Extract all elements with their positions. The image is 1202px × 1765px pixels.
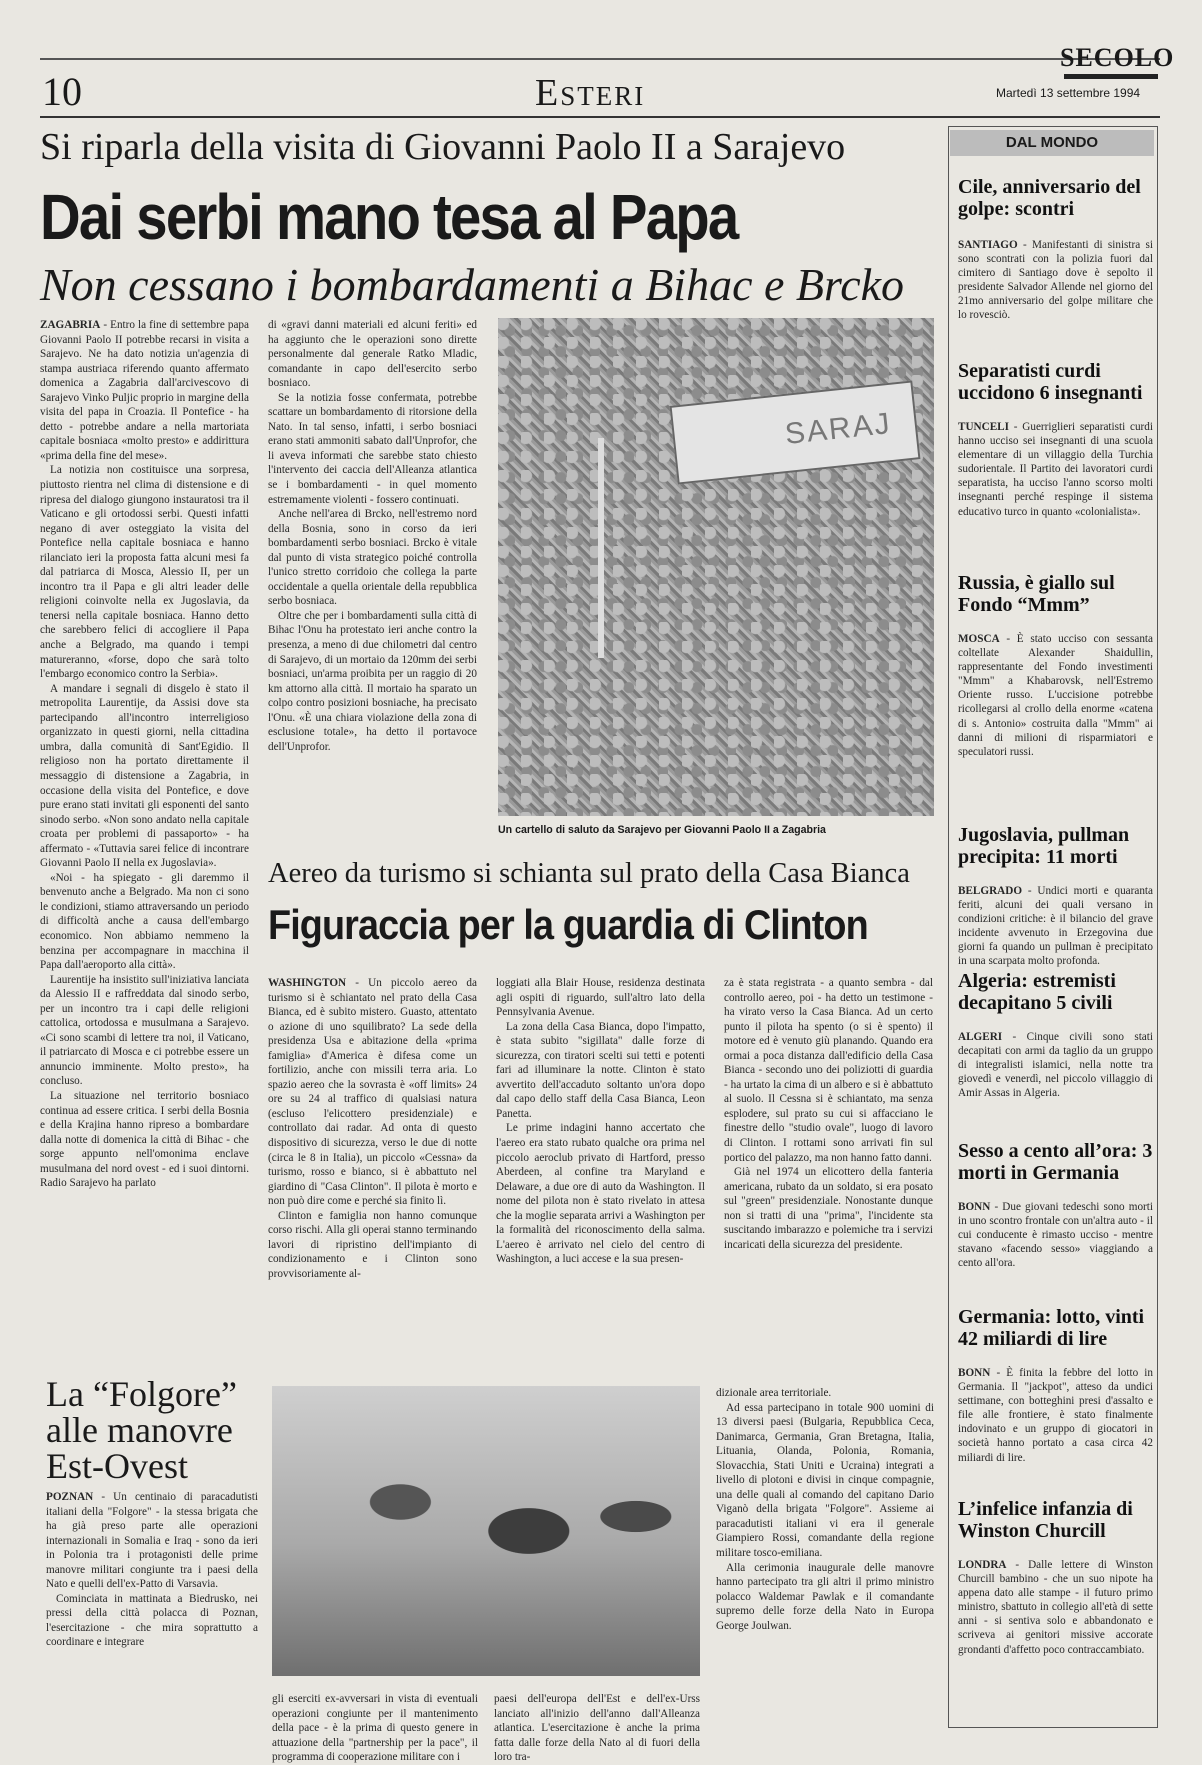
sidebar-title: DAL MONDO (950, 130, 1154, 156)
main-headline: Dai serbi mano tesa al Papa (40, 181, 738, 253)
sidebar-item-7-headline: L’infelice infanzia di Winston Churcill (958, 1498, 1133, 1542)
header-rule (40, 116, 1160, 118)
sidebar-item-0-body: SANTIAGO - Manifestanti di sinistra si sono scontrati con la polizia fuori dal cimitero di Santiago dove è sepolto il presidente Salvador Allende nel giorno del 21mo anniversario del golpe militare che lo rovesciò. (958, 239, 1153, 322)
second-headline: Figuraccia per la guardia di Clinton (268, 901, 868, 948)
sidebar-item-2-body: MOSCA - È stato ucciso con sessanta coltellate Alexander Shaidullin, rappresentante del Fondo investimenti "Mmm" a Khabarovsk, nell'Estremo Oriente russo. L'uccisione potrebbe ricollegarsi al crollo della enorme «catena di s. Antonio» costruita dalla "Mmm" ai danni di milioni di risparmiatori e speculatori russi. (958, 633, 1153, 758)
sidebar-item-0-headline: Cile, anniversario del golpe: scontri (958, 176, 1141, 220)
sidebar-item-3-headline: Jugoslavia, pullman precipita: 11 morti (958, 824, 1130, 868)
masthead-rule (1064, 74, 1158, 79)
sidebar-item-6-body: BONN - È finita la febbre del lotto in Germania. Il "jackpot", atteso da undici settimane, con botteghini presi d'assalto e file alle frontiere, è stato finalmente indovinato e un gruppo di giocatori in società hanno portato a casa circa 42 miliardi di lire. (958, 1367, 1153, 1464)
photo-sign-text: SARAJ (783, 406, 894, 451)
sidebar-item-4-body: ALGERI - Cinque civili sono stati decapitati con armi da taglio da un gruppo di integralisti islamici, nella notte tra giovedì e venerdì, nel piccolo villaggio di Amir Assas in Algeria. (958, 1031, 1153, 1100)
crowd-photo (498, 318, 934, 816)
second-column-2: loggiati alla Blair House, residenza destinata agli ospiti di riguardo, sull'altro lato della Pennsylvania Avenue. La zona della Casa Bianca, dopo l'impatto, è stata subito "sigillata" dalle forze di sicurezza, con tiratori scelti sui tetti e potenti fari ad illuminare la notte. Clinton è stato avvertito dell'accaduto soltanto un'ora dopo dal capo dello staff della Casa Bianca, Leon Panetta. Le prime indagini hanno accertato che l'aereo era stato rubato qualche ora prima nel piccolo aeroclub privato di Hartford, presso Aberdeen, al confine tra Maryland e Delaware, a due ore di auto da Washington. Il nome del pilota non è stato rivelato in attesa che la moglie separata arrivi a Washington per la formalità del riconoscimento della salma. L'aereo è arrivato nel cielo del centro di Washington, a luci accese e la sua presen- (496, 977, 705, 1266)
third-headline: La “Folgore” alle manovre Est-Ovest (46, 1374, 237, 1486)
second-kicker: Aereo da turismo si schianta sul prato della Casa Bianca (268, 858, 910, 889)
sidebar-item-7-body: LONDRA - Dalle lettere di Winston Churcill bambino - che un suo nipote ha appena dato alle stampe - il futuro primo ministro, sbattuto in collegio all'età di sette anni - si sentiva solo e abbandonato e scriveva ai genitori missive accorate grondanti d'affetto poco contraccambiato. (958, 1559, 1153, 1656)
main-subheadline: Non cessano i bombardamenti a Bihac e Brcko (40, 259, 905, 310)
third-column-3: paesi dell'europa dell'Est e dell'ex-Urss lanciato all'inizio dell'anno dall'Alleanza atlantica. L'esercitazione è anche la prima fatta dalle forze della Nato al di fuori della loro tra- (494, 1693, 700, 1764)
main-kicker: Si riparla della visita di Giovanni Paolo II a Sarajevo (40, 126, 846, 168)
third-column-1: POZNAN - Un centinaio di paracadutisti italiani della "Folgore" - la stessa brigata che ha già preso parte alle operazioni internazionali in Somalia e Iraq - sono da ieri in Polonia tra i protagonisti delle prime manovre militari congiunte tra i paesi della Nato e quelli dell'ex-Patto di Varsavia. Cominciata in mattinata a Biedrusko, nei pressi della città polacca di Poznan, l'esercitazione - che mira soprattutto a coordinare e integrare (46, 1491, 258, 1649)
second-column-3: za è stata registrata - a quanto sembra - dal controllo aereo, poi - ha detto un testimone - ha virato verso la Casa Bianca. Ad un certo punto il pilota ha spento (o si è spento) il motore ed è venuto giù planando. Quando era ormai a poca distanza dall'edificio della Casa Bianca - secondo uno dei poliziotti di guardia - ha urtato la cima di un albero e si è abbattuto al suolo. Il Cessna si è schiantato, ma senza esplodere, sul prato su cui si affacciano le finestre dello "studio ovale", luogo di lavoro di Clinton. I rottami sono arrivati fin sul portico del palazzo, ma non hanno fatto danni. Già nel 1974 un elicottero della fanteria americana, rubato da un soldato, si era posato sul "green" presidenziale. Nonostante dunque non si tratti di una "prima", l'incidente sta suscitando imbarazzo e polemiche tra i servizi incaricati della sicurezza del presidente. (724, 977, 933, 1251)
main-dateline: ZAGABRIA (40, 319, 101, 331)
second-dateline: WASHINGTON (268, 977, 347, 989)
sidebar-item-6-headline: Germania: lotto, vinti 42 miliardi di lire (958, 1306, 1145, 1350)
soldiers-photo (272, 1386, 700, 1676)
sidebar-item-4-headline: Algeria: estremisti decapitano 5 civili (958, 970, 1116, 1014)
sidebar-item-1-body: TUNCELI - Guerriglieri separatisti curdi hanno ucciso sei insegnanti di una scuola elementare di un villaggio della Turchia sudorientale. Il Partito dei lavoratori curdi separatista, ha ucciso l'anno scorso molti insegnanti perché respinge il sistema educativo turco in quanto «colonialista». (958, 421, 1153, 518)
sidebar-item-5-body: BONN - Due giovani tedeschi sono morti in uno scontro frontale con un'altra auto - il cui conducente è rimasto ucciso - mentre stavano «facendo sesso» viaggiando a cento all'ora. (958, 1201, 1153, 1270)
photo-sign (670, 380, 921, 484)
second-column-1: WASHINGTON - Un piccolo aereo da turismo si è schiantato nel prato della Casa Bianca, ed è subito mistero. Guasto, attentato o azione di uno squilibrato? La sede della presidenza Usa e abitazione della «prima famiglia» d'America è difesa come un fortilizio, anche con missili terra aria. Lo spazio aereo che la sovrasta è «off limits» 24 ore su 24 al traffico di qualsiasi natura (escluso l'elicottero presidenziale) e controllato dai radar. Ad onta di questo dispositivo di sicurezza, verso le due di notte (circa le 8 in Italia), un piccolo «Cessna» da turismo, rosso e bianco, si è abbattuto nel giardino di "Casa Clinton". Il pilota è morto e non può dire come e perché sia finito lì. Clinton e famiglia non hanno comunque corso rischi. Alla gli operai stanno terminando lavori di ripristino dell'impianto di condizionamento e i Clinton sono provvisoriamente al- (268, 977, 477, 1280)
sidebar-item-2-headline: Russia, è giallo sul Fondo “Mmm” (958, 572, 1115, 616)
page-number: 10 (42, 69, 82, 114)
main-column-1: ZAGABRIA - Entro la fine di settembre papa Giovanni Paolo II potrebbe recarsi in visita a Sarajevo. Ne ha dato notizia un'agenzia di stampa austriaca riferendo quanto affermato domenica a Zagabria dall'arcivescovo di Sarajevo Vinko Puljic proprio in margine della visita del papa in Croazia. Il Pontefice - ha detto - potrebbe andare a nella martoriata capitale bosniaca «molto presto» e addirittura «prima della fine del mese». La notizia non costituisce una sorpresa, piuttosto rientra nel clima di distensione e di ripresa del dialogo giungono instauratosi tra il Vaticano e gli ortodossi serbi. Questi infatti negano di aver osteggiato la visita del Pontefice nella capitale bosniaca e hanno rilanciato ieri la proposta fatta alcuni mesi fa dal patriarca di Mosca, Alessio II, per un incontro tra il Papa e gli altri leader delle religioni coinvolte nella ex Jugoslavia, da tenersi nella capitale bosniaca. Hanno detto che sarebbero felici di accogliere il Papa anche a Belgrado, ma quando i tempi matureranno, «forse, dopo che sarà tolto l'embargo economico contro la Serbia». A mandare i segnali di disgelo è stato il metropolita Laurentije, da Assisi dove sta partecipando all'incontro interreligioso organizzato in questi giorni, nella cittadina umbra, dalla comunità di Sant'Egidio. Il religioso non ha portato direttamente il messaggio di distensione a Zagabria, in occasione della visita del Pontefice, e dove pure erano stati invitati gli esponenti del santo sinodo serbo. «Non sono andato nella capitale croata per problemi di passaporto» - ha affermato - «Tuttavia sarei felice di incontrare Giovanni Paolo II nella ex Jugoslavia». «Noi - ha spiegato - gli daremmo il benvenuto anche a Belgrado. Ma non ci sono le condizioni, stiamo attraversando un periodo di difficoltà anche a causa dell'embargo economico. Non abbiamo nemmeno la benzina per accompagnare in macchina il Papa dall'aeroporto alla città». Laurentije ha insistito sull'iniziativa lanciata da Alessio II e raffreddata dal sinodo serbo, per un incontro tra i capi delle religioni cattolica, ortodossa e musulmana a Sarajevo. «Ci sono scambi di lettere tra noi, il Vaticano, il patriarcato di Mosca e ci potrebbe essere un annuncio imminente. Molto presto», ha concluso. La situazione nel territorio bosniaco continua ad essere critica. I serbi della Bosnia e della Krajina hanno ripreso a bombardare dalla notte di domenica la città di Bihac - che sorge appunto nell'omonima enclave musulmana del nord ovest - ed i suoi dintorni. Radio Sarajevo ha parlato (40, 319, 249, 1190)
third-column-4: dizionale area territoriale. Ad essa partecipano in totale 900 uomini di 13 diversi paesi (Bulgaria, Repubblica Ceca, Danimarca, Germania, Gran Bretagna, Italia, Lituania, Olanda, Polonia, Romania, Slovacchia, Stati Uniti e Ucraina) integrati a livello di plotoni e divisi in cinque compagnie, una delle quali al comando del capitano Dario Viganò della brigata "Folgore". Assieme ai paracadutisti italiani vi era il generale Giampiero Rossi, comandante della regione militare tosco-emiliana. Alla cerimonia inaugurale delle manovre hanno partecipato tra gli altri il primo ministro polacco Waldemar Pawlak e il comandante supremo delle forze della Nato in Europa George Joulwan. (716, 1387, 934, 1632)
section-title: Esteri (535, 72, 646, 114)
main-column-2: di «gravi danni materiali ed alcuni feriti» ed ha aggiunto che le operazioni sono dirette personalmente dal generale Ratko Mladic, comandante in capo dell'esercito serbo bosniaco. Se la notizia fosse confermata, potrebbe scattare un bombardamento di ritorsione della Nato. In tal senso, infatti, i serbo bosniaci erano stati ammoniti sabato dall'Unprofor, che li aveva informati che sarebbe stato chiesto l'intervento dei caccia dell'Alleanza atlantica se i bombardamenti - in quel momento estremamente violenti - fossero continuati. Anche nell'area di Brcko, nell'estremo nord della Bosnia, sono in corso da ieri bombardamenti serbo bosniaci. Brcko è vitale dal punto di vista strategico poiché controlla l'unico stretto corridoio che collega la parte occidentale a quella orientale della repubblica serbo bosniaca. Oltre che per i bombardamenti sulla città di Bihac l'Onu ha protestato ieri anche contro la presenza, a meno di due chilometri dal centro di Sarajevo, di un mortaio da 120mm dei serbi bosniaci, un'arma proibita per un raggio di 20 km attorno alla città. Il mortaio ha sparato un colpo contro posizioni bosniache, ha precisato l'Onu. «È una chiara violazione della zona di esclusione totale», ha detto il portavoce dell'Unprofor. (268, 319, 477, 753)
sidebar-item-1-headline: Separatisti curdi uccidono 6 insegnanti (958, 360, 1143, 404)
issue-date: Martedì 13 settembre 1994 (996, 86, 1141, 100)
photo-sign-pole (598, 438, 604, 658)
photo-caption: Un cartello di saluto da Sarajevo per Giovanni Paolo II a Zagabria (498, 824, 826, 836)
third-dateline: POZNAN (46, 1491, 94, 1503)
top-rule (40, 58, 1160, 60)
third-column-2: gli eserciti ex-avversari in vista di eventuali operazioni congiunte per il mantenimento della pace - è la prima di questo genere in attuazione della "partnership per la pace", il programma di cooperazione militare con i (272, 1693, 478, 1764)
masthead: SECOLO (1060, 43, 1175, 72)
sidebar-item-3-body: BELGRADO - Undici morti e quaranta feriti, alcuni dei quali versano in condizioni critiche: è il bilancio del grave incidente avvenuto in Erzegovina due giorni fa quando un pullman è precipitato in una scarpata molto profonda. (958, 885, 1153, 968)
sidebar-item-5-headline: Sesso a cento all’ora: 3 morti in Germania (958, 1140, 1153, 1184)
